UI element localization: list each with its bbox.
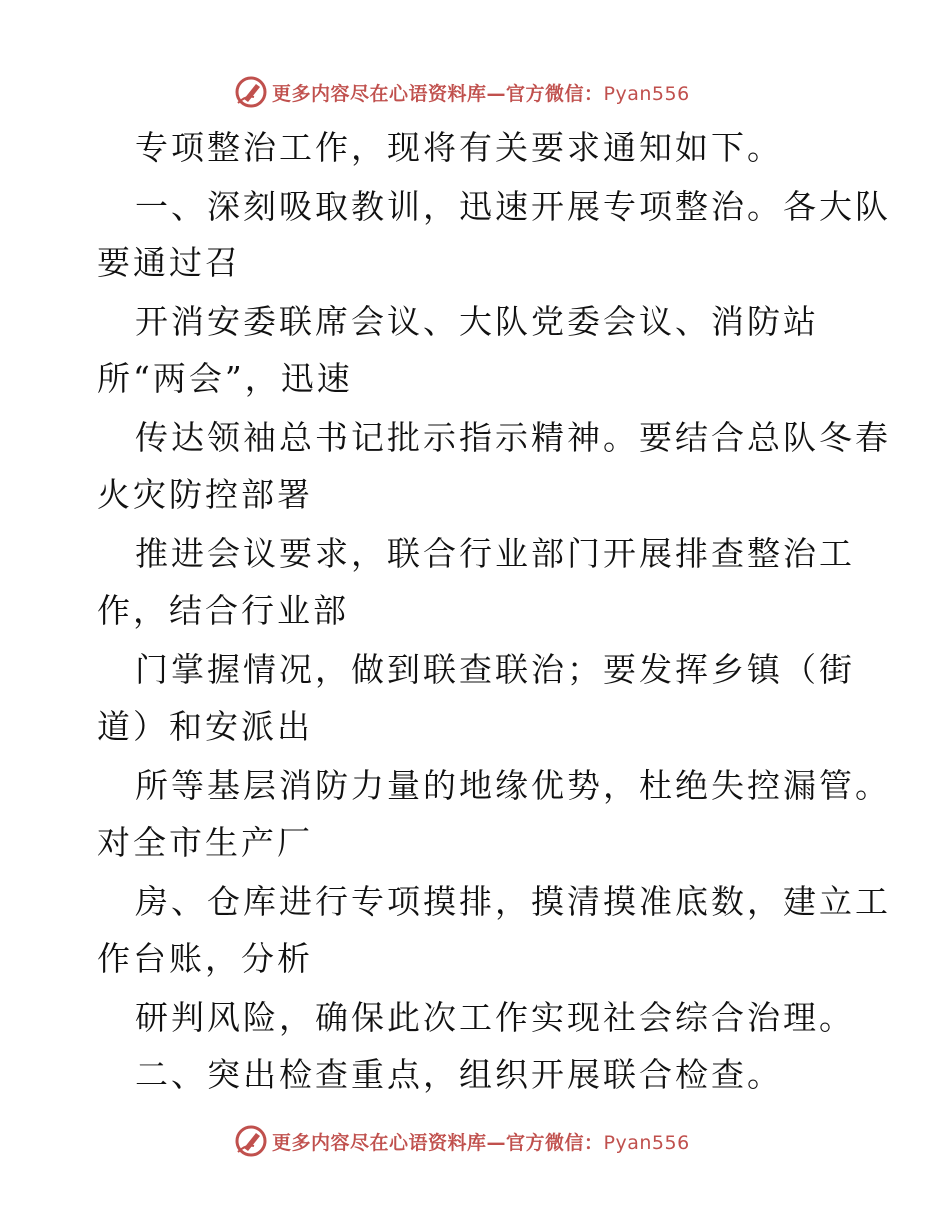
- body-line: 所“两会”，迅速: [97, 359, 353, 398]
- body-line: 一、深刻吸取教训，迅速开展专项整治。各大队: [135, 187, 891, 226]
- body-line: 火灾防控部署: [97, 475, 313, 514]
- body-line: 房、仓库进行专项摸排，摸清摸准底数，建立工: [135, 882, 891, 921]
- watermark-text: 更多内容尽在心语资料库—官方微信：Pyan556: [272, 82, 690, 105]
- body-line: 对全市生产厂: [97, 823, 313, 862]
- body-line: 二、突出检查重点，组织开展联合检查。: [135, 1055, 783, 1094]
- body-line: 传达领袖总书记批示指示精神。要结合总队冬春: [135, 418, 891, 457]
- pen-circle-logo-icon: [234, 1124, 268, 1158]
- body-line: 门掌握情况，做到联查联治；要发挥乡镇（街: [135, 650, 855, 689]
- footer-watermark: [234, 1121, 690, 1161]
- body-line: 作台账，分析: [97, 939, 313, 978]
- body-line: 推进会议要求，联合行业部门开展排查整治工: [135, 534, 855, 573]
- body-line: 专项整治工作，现将有关要求通知如下。: [135, 128, 783, 167]
- body-line: 研判风险，确保此次工作实现社会综合治理。: [135, 998, 855, 1037]
- body-line: 要通过召: [97, 243, 241, 282]
- body-line: 开消安委联席会议、大队党委会议、消防站: [135, 302, 819, 341]
- body-line: 所等基层消防力量的地缘优势，杜绝失控漏管。: [135, 766, 891, 805]
- watermark-text: 更多内容尽在心语资料库—官方微信：Pyan556: [272, 1131, 690, 1154]
- body-line: 作，结合行业部: [97, 591, 349, 630]
- body-line: 道）和安派出: [97, 707, 313, 746]
